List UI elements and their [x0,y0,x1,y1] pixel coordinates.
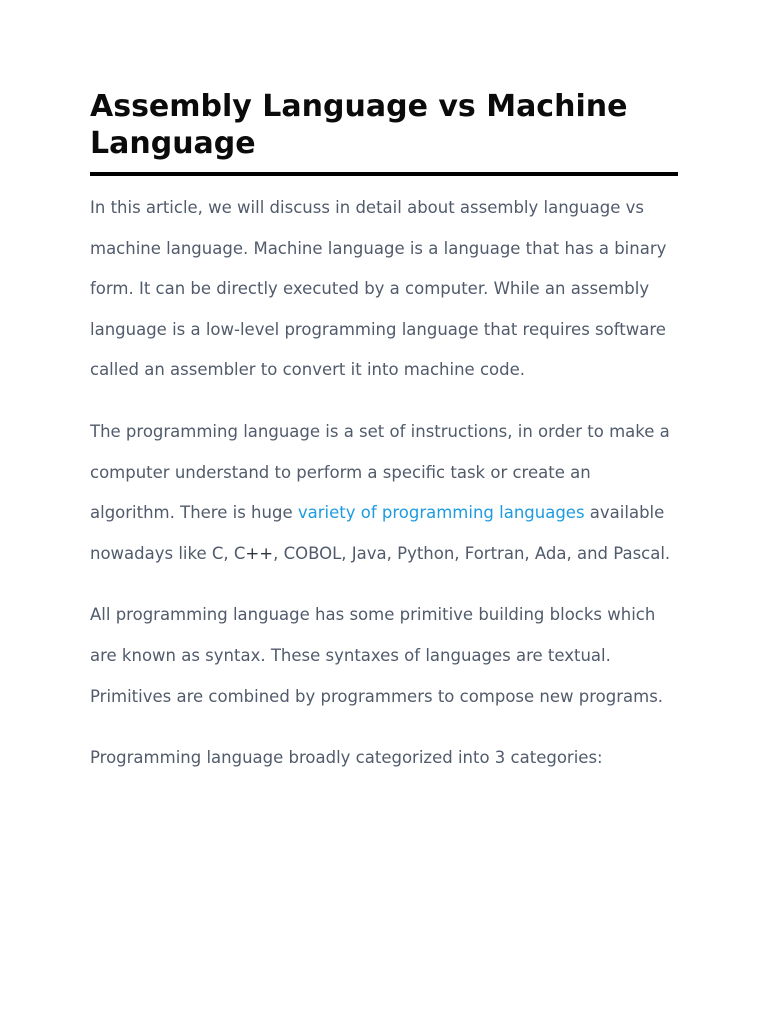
article-title: Assembly Language vs Machine Language [90,89,628,161]
article [90,88,678,779]
cpp-plus-text: ++ [245,543,274,563]
paragraph-text: , COBOL, Java, Python, Fortran, Ada, and Pascal. [273,543,671,563]
paragraph-text: The programming language is a set of instructions, in order to make a computer understand to perform a specific task or create an algorithm. There is huge [90,421,670,523]
intro-paragraph: In this article, we will discuss in detail about assembly language vs machine language. Machine language is a language that has a binary form. It can be directly executed by a computer. While an assembly language is a low-level programming language that requires software called an assembler to convert it into machine code. [90,198,667,380]
paragraph-text: available nowadays like C, C [90,503,665,563]
programming-language-paragraph [90,412,678,574]
syntax-paragraph: All programming language has some primitive building blocks which are known as syntax. These syntaxes of languages are textual. Primitives are combined by programmers to compose new programs. [90,605,664,706]
title-underline-divider [90,172,678,176]
programming-languages-link[interactable]: variety of programming languages [297,503,585,523]
categories-paragraph: Programming language broadly categorized into 3 categories: [90,748,603,768]
